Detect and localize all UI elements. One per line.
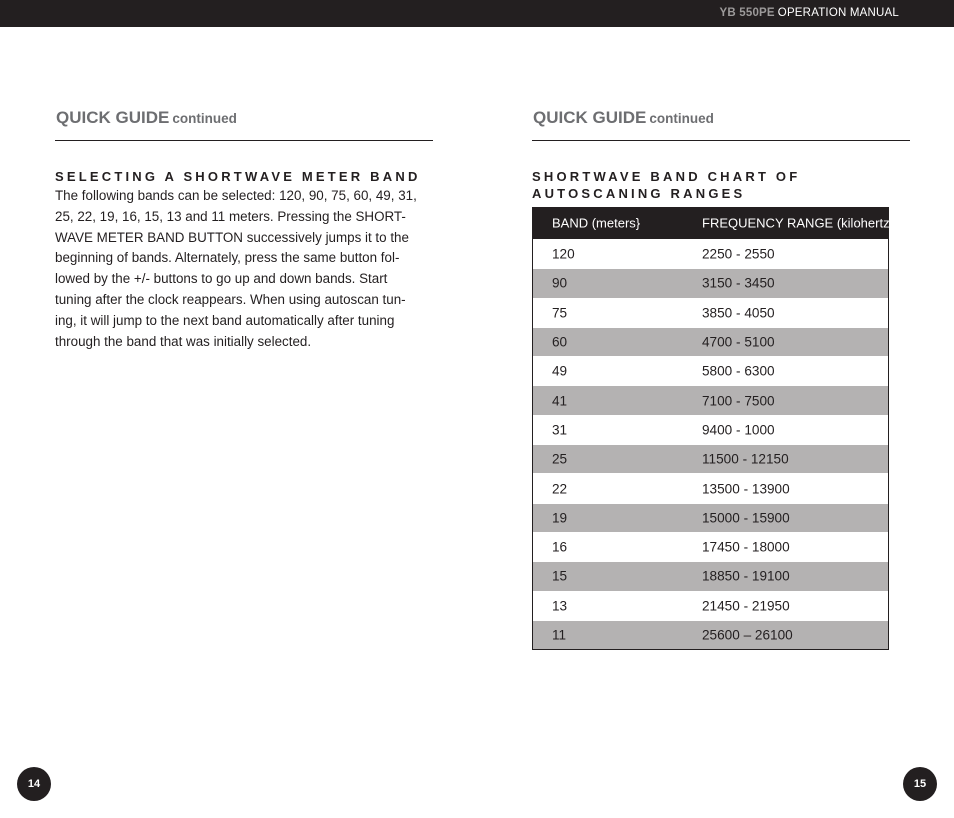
table-row <box>533 327 888 356</box>
frequency-cell: 21450 - 21950 <box>702 598 790 614</box>
header-frequency: FREQUENCY RANGE (kilohertz) <box>702 215 894 231</box>
band-cell: 22 <box>552 481 568 497</box>
band-cell: 19 <box>552 510 568 526</box>
table-row <box>533 239 888 268</box>
table-row <box>533 532 888 561</box>
table-row <box>533 268 888 297</box>
table-row <box>533 473 888 502</box>
table-row <box>533 620 888 649</box>
frequency-cell: 18850 - 19100 <box>702 568 790 584</box>
frequency-cell: 11500 - 12150 <box>702 451 789 467</box>
frequency-cell: 7100 - 7500 <box>702 393 775 409</box>
band-cell: 31 <box>552 422 568 438</box>
band-cell: 15 <box>552 568 568 584</box>
table-row <box>533 591 888 620</box>
band-cell: 90 <box>552 275 568 291</box>
header-bar <box>0 0 954 27</box>
right-section-title <box>533 108 714 128</box>
right-divider <box>532 140 910 141</box>
body-line: beginning of bands. Alternately, press the same button fol- <box>55 250 400 266</box>
right-subheading-line: SHORTWAVE BAND CHART OF <box>532 169 801 184</box>
left-subheading-text: SELECTING A SHORTWAVE METER BAND <box>55 169 421 184</box>
body-line: lowed by the +/- buttons to go up and down bands. Start <box>55 271 388 287</box>
band-cell: 120 <box>552 246 575 262</box>
right-subheading-line: AUTOSCANING RANGES <box>532 186 746 201</box>
manual-title <box>719 7 899 19</box>
body-line: ing, it will jump to the next band automatically after tuning <box>55 312 395 328</box>
table-row <box>533 385 888 414</box>
table-row <box>533 561 888 590</box>
header-band: BAND (meters} <box>552 215 641 231</box>
table-row <box>533 415 888 444</box>
right-section-suffix: continued <box>649 111 714 126</box>
left-section-title <box>56 108 237 128</box>
body-line: through the band that was initially selected. <box>55 333 312 349</box>
frequency-cell: 3850 - 4050 <box>702 305 775 321</box>
frequency-cell: 9400 - 1000 <box>702 422 775 438</box>
table-row <box>533 298 888 327</box>
band-cell: 49 <box>552 363 568 379</box>
left-section-title-text: QUICK GUIDE <box>56 108 170 127</box>
body-line: WAVE METER BAND BUTTON successively jumps it to the <box>55 229 409 245</box>
frequency-cell: 5800 - 6300 <box>702 363 775 379</box>
left-divider <box>55 140 433 141</box>
right-subheading <box>532 168 800 202</box>
page-number-right: 15 <box>903 767 937 801</box>
frequency-cell: 4700 - 5100 <box>702 334 775 350</box>
band-cell: 75 <box>552 305 568 321</box>
right-section-title-text: QUICK GUIDE <box>533 108 647 127</box>
frequency-cell: 17450 - 18000 <box>702 539 790 555</box>
model-name: YB 550PE <box>719 7 775 19</box>
band-cell: 13 <box>552 598 568 614</box>
band-cell: 60 <box>552 334 568 350</box>
body-line: The following bands can be selected: 120, 90, 75, 60, 49, 31, <box>55 188 417 203</box>
frequency-cell: 2250 - 2550 <box>702 246 775 262</box>
table-row <box>533 356 888 385</box>
table-header <box>533 207 894 239</box>
left-body-text <box>55 186 415 352</box>
page-number-left: 14 <box>17 767 51 801</box>
frequency-cell: 13500 - 13900 <box>702 481 790 497</box>
frequency-cell: 25600 – 26100 <box>702 627 793 643</box>
band-cell: 16 <box>552 539 568 555</box>
band-cell: 11 <box>552 627 567 643</box>
left-subheading <box>55 168 421 185</box>
table-row <box>533 444 888 473</box>
band-cell: 25 <box>552 451 568 467</box>
manual-label: OPERATION MANUAL <box>777 7 899 19</box>
frequency-cell: 3150 - 3450 <box>702 275 775 291</box>
band-chart-table <box>532 207 894 650</box>
frequency-cell: 15000 - 15900 <box>702 510 790 526</box>
band-cell: 41 <box>552 393 568 409</box>
left-section-suffix: continued <box>172 111 237 126</box>
body-line: tuning after the clock reappears. When using autoscan tun- <box>55 291 406 307</box>
body-line: 25, 22, 19, 16, 15, 13 and 11 meters. Pressing the SHORT- <box>55 208 406 224</box>
table-row <box>533 503 888 532</box>
